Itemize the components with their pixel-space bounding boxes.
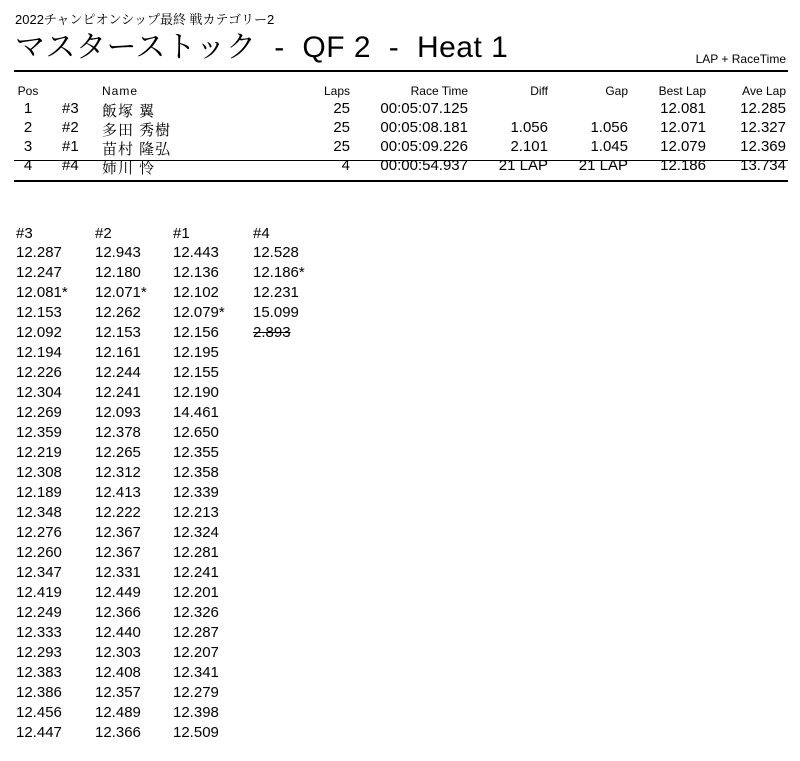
lap-time: 12.509: [173, 724, 219, 741]
lap-time: 12.339: [173, 484, 219, 501]
result-row: [14, 119, 788, 138]
lap-time: 12.260: [16, 544, 62, 561]
lap-time: 12.287: [173, 624, 219, 641]
lap-time: 12.194: [16, 344, 62, 361]
result-pos: 4: [23, 157, 33, 174]
col-best-lap-header: Best Lap: [658, 84, 706, 98]
result-best-lap: 12.081: [660, 100, 706, 117]
lap-time: 12.347: [16, 564, 62, 581]
lap-column: [16, 224, 96, 743]
lap-time: 12.367: [95, 544, 141, 561]
lap-time: 12.456: [16, 704, 62, 721]
result-driver-name: 飯塚 翼: [102, 103, 156, 120]
lap-time: 12.408: [95, 664, 141, 681]
lap-time: 12.190: [173, 384, 219, 401]
lap-time: 12.092: [16, 324, 62, 341]
lap-time: 12.189: [16, 484, 62, 501]
lap-time: 12.102: [173, 284, 219, 301]
lap-time: 12.489: [95, 704, 141, 721]
lap-time: 14.461: [173, 404, 219, 421]
lap-time: 12.312: [95, 464, 141, 481]
lap-column: [253, 224, 333, 343]
result-diff: 2.101: [510, 138, 548, 155]
format-label: LAP + RaceTime: [695, 52, 786, 66]
lap-time: 12.943: [95, 244, 141, 261]
lap-time: 12.386: [16, 684, 62, 701]
result-row: [14, 100, 788, 119]
result-number: #1: [62, 138, 79, 155]
result-best-lap: 12.079: [660, 138, 706, 155]
result-driver-name: 苗村 隆弘: [102, 141, 172, 158]
lap-time: 12.326: [173, 604, 219, 621]
lap-time: 12.186*: [253, 264, 305, 281]
lap-time: 12.367: [95, 524, 141, 541]
lap-time: 12.244: [95, 364, 141, 381]
lap-time: 12.308: [16, 464, 62, 481]
results-table: [14, 84, 788, 176]
result-laps: 25: [333, 100, 350, 117]
lap-time: 12.528: [253, 244, 299, 261]
result-best-lap: 12.186: [660, 157, 706, 174]
col-ave-lap-header: Ave Lap: [742, 84, 786, 98]
event-subtitle: 2022チャンピオンシップ最終 戦カテゴリー2: [15, 12, 275, 27]
lap-time: 12.241: [95, 384, 141, 401]
lap-time: 12.359: [16, 424, 62, 441]
result-laps: 4: [341, 157, 350, 174]
header-divider: [14, 70, 788, 72]
lap-time: 12.247: [16, 264, 62, 281]
lap-time: 12.093: [95, 404, 141, 421]
lap-time: 12.348: [16, 504, 62, 521]
lap-time: 12.249: [16, 604, 62, 621]
lap-time: 12.226: [16, 364, 62, 381]
lap-column: [173, 224, 253, 743]
lap-time: 12.153: [95, 324, 141, 341]
result-gap: 1.045: [590, 138, 628, 155]
lap-time: 12.231: [253, 284, 299, 301]
lap-time: 12.195: [173, 344, 219, 361]
lap-time: 12.279: [173, 684, 219, 701]
lap-time: 12.201: [173, 584, 219, 601]
results-row-divider: [14, 160, 788, 161]
lap-column-header: #3: [16, 225, 33, 242]
result-pos: 3: [23, 138, 33, 155]
lap-time: 12.156: [173, 324, 219, 341]
lap-time: 12.180: [95, 264, 141, 281]
lap-time: 12.413: [95, 484, 141, 501]
lap-time: 12.071*: [95, 284, 147, 301]
result-race-time: 00:05:08.181: [380, 119, 468, 136]
result-ave-lap: 12.327: [740, 119, 786, 136]
lap-column-header: #4: [253, 225, 270, 242]
lap-time: 15.099: [253, 304, 299, 321]
lap-time: 12.079*: [173, 304, 225, 321]
lap-time: 12.383: [16, 664, 62, 681]
col-laps-header: Laps: [323, 84, 350, 98]
lap-time: 12.136: [173, 264, 219, 281]
lap-time: 12.303: [95, 644, 141, 661]
result-diff: 1.056: [510, 119, 548, 136]
result-race-time: 00:05:07.125: [380, 100, 468, 117]
col-gap-header: Gap: [605, 84, 628, 98]
result-driver-name: 姉川 怜: [102, 160, 156, 177]
lap-time: 12.419: [16, 584, 62, 601]
col-diff-header: Diff: [530, 84, 548, 98]
result-number: #2: [62, 119, 79, 136]
lap-time: 12.447: [16, 724, 62, 741]
lap-time: 12.366: [95, 724, 141, 741]
lap-time: 12.161: [95, 344, 141, 361]
result-number: #3: [62, 100, 79, 117]
lap-column-header: #1: [173, 225, 190, 242]
lap-time: 12.440: [95, 624, 141, 641]
lap-column: [95, 224, 175, 743]
col-name-header: Name: [102, 84, 139, 98]
lap-time: 12.398: [173, 704, 219, 721]
lap-time: 12.287: [16, 244, 62, 261]
lap-time: 12.241: [173, 564, 219, 581]
lap-time: 12.269: [16, 404, 62, 421]
lap-time: 12.355: [173, 444, 219, 461]
result-ave-lap: 13.734: [740, 157, 786, 174]
result-diff: 21 LAP: [498, 157, 548, 174]
lap-time: 12.219: [16, 444, 62, 461]
results-header-row: [14, 84, 788, 100]
lap-time: 12.331: [95, 564, 141, 581]
result-ave-lap: 12.285: [740, 100, 786, 117]
lap-column-header: #2: [95, 225, 112, 242]
result-laps: 25: [333, 119, 350, 136]
results-bottom-divider: [14, 180, 788, 182]
lap-time: 12.293: [16, 644, 62, 661]
lap-time: 12.281: [173, 544, 219, 561]
lap-time: 12.276: [16, 524, 62, 541]
lap-time: 12.081*: [16, 284, 68, 301]
lap-time: 12.304: [16, 384, 62, 401]
lap-time: 2.893: [253, 324, 291, 341]
result-number: #4: [62, 157, 79, 174]
lap-time: 12.222: [95, 504, 141, 521]
result-driver-name: 多田 秀樹: [102, 122, 172, 139]
result-gap: 1.056: [590, 119, 628, 136]
lap-time: 12.366: [95, 604, 141, 621]
lap-time: 12.449: [95, 584, 141, 601]
result-row: [14, 138, 788, 157]
lap-time: 12.443: [173, 244, 219, 261]
col-pos-header: Pos: [17, 84, 39, 98]
lap-time: 12.341: [173, 664, 219, 681]
result-pos: 1: [23, 100, 33, 117]
result-race-time: 00:00:54.937: [380, 157, 468, 174]
lap-time: 12.262: [95, 304, 141, 321]
lap-time: 12.207: [173, 644, 219, 661]
race-title: マスターストック - QF 2 - Heat 1: [15, 31, 509, 64]
result-race-time: 00:05:09.226: [380, 138, 468, 155]
col-race-time-header: Race Time: [410, 84, 468, 98]
lap-time: 12.153: [16, 304, 62, 321]
result-ave-lap: 12.369: [740, 138, 786, 155]
lap-time: 12.213: [173, 504, 219, 521]
lap-time: 12.358: [173, 464, 219, 481]
lap-time: 12.265: [95, 444, 141, 461]
result-laps: 25: [333, 138, 350, 155]
result-gap: 21 LAP: [578, 157, 628, 174]
lap-time: 12.324: [173, 524, 219, 541]
lap-time: 12.357: [95, 684, 141, 701]
lap-time: 12.155: [173, 364, 219, 381]
lap-time: 12.333: [16, 624, 62, 641]
result-pos: 2: [23, 119, 33, 136]
result-best-lap: 12.071: [660, 119, 706, 136]
lap-time: 12.378: [95, 424, 141, 441]
lap-time: 12.650: [173, 424, 219, 441]
